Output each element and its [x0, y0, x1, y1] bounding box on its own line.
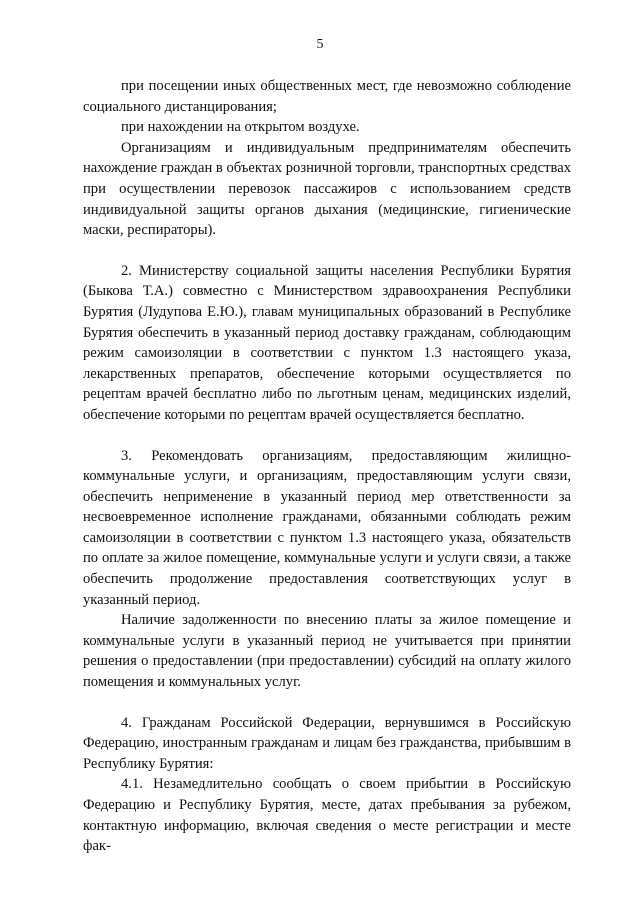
paragraph-item-4-1: 4.1. Незамедлительно сообщать о своем прибытии в Российскую Федерацию и Республику Бурятия, месте, датах пребывания за рубежом, контактную информацию, включая сведения о месте регистрации и месте фак-	[83, 776, 571, 855]
paragraph-item-4: 4. Гражданам Российской Федерации, вернувшимся в Российскую Федерацию, иностранным гражданам и лицам без гражданства, прибывшим в Республику Бурятия:	[83, 714, 571, 772]
paragraph-public-places: при посещении иных общественных мест, где невозможно соблюдение социального дистанцирования;	[83, 78, 571, 115]
page-number: 5	[316, 37, 324, 52]
document-body	[83, 76, 571, 857]
paragraph-retail-transport: Организациям и индивидуальным предпринимателям обеспечить нахождение граждан в объектах розничной торговли, транспортных средствах при осуществлении перевозок пассажиров с использованием средств индивидуальной защиты органов дыхания (медицинские, гигиенические маски, респираторы).	[83, 139, 571, 239]
paragraph-item-3: 3. Рекомендовать организациям, предоставляющим жилищно-коммунальные услуги, и организациям, предоставляющим услуги связи, обеспечить неприменение в указанный период мер ответственности за несвоевременное исполнение гражданами, обязанными соблюдать режим самоизоляции в соответствии с пунктом 1.3 настоящего указа, обязательств по оплате за жилое помещение, коммунальные услуги и услуги связи, а также обеспечить продолжение предоставления соответствующих услуг в указанный период.	[83, 447, 571, 608]
paragraph-debt: Наличие задолженности по внесению платы за жилое помещение и коммунальные услуги в указанный период не учитывается при принятии решения о предоставлении (при предоставлении) субсидий на оплату жилого помещения и коммунальных услуг.	[83, 612, 571, 691]
paragraph-open-air: при нахождении на открытом воздухе.	[121, 119, 360, 136]
paragraph-item-2: 2. Министерству социальной защиты населения Республики Бурятия (Быкова Т.А.) совместно с Министерством здравоохранения Республики Бурятия (Лудупова Е.Ю.), главам муниципальных образований в Республике Бурятия обеспечить в указанный период доставку гражданам, соблюдающим режим самоизоляции в соответствии с пунктом 1.3 настоящего указа, лекарственных препаратов, обеспечение которыми осуществляется по рецептам врачей бесплатно либо по льготным ценам, медицинских изделий, обеспечение которыми по рецептам врачей осуществляется бесплатно.	[83, 262, 571, 423]
